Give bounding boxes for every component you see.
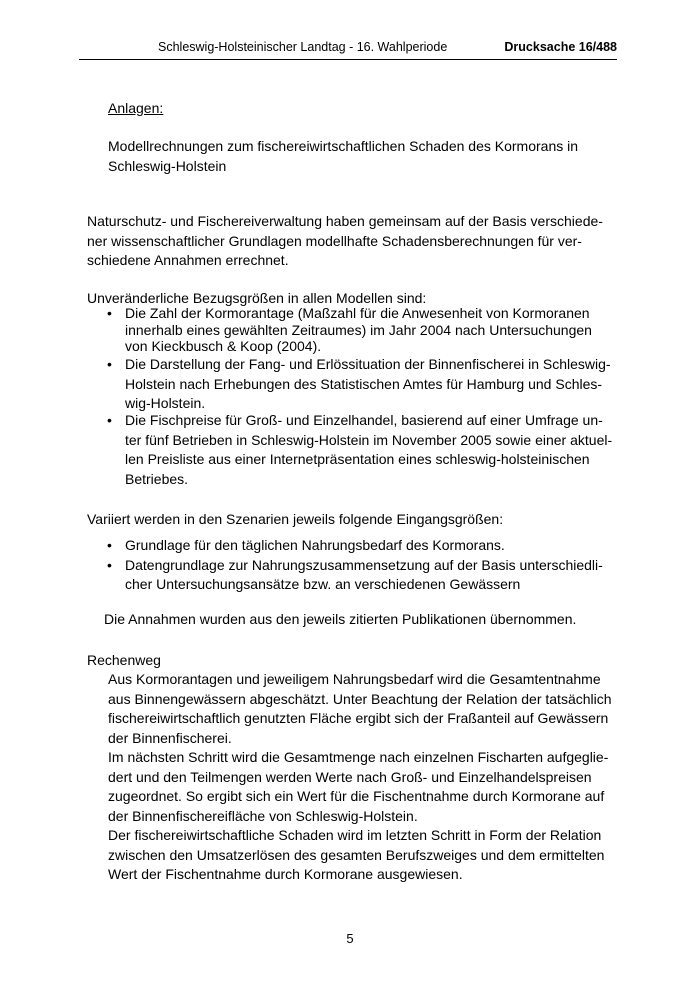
anlagen-subject	[108, 137, 578, 176]
bullet-icon: •	[107, 556, 112, 573]
rechenweg-line: zwischen den Umsatzerlösen des gesamten Berufszweiges und dem ermittelten	[108, 846, 605, 863]
page-number: 5	[346, 931, 354, 946]
list-item: • Grundlage für den täglichen Nahrungsbedarf des Kormorans.	[125, 536, 603, 556]
list-item: • Die Darstellung der Fang- und Erlössituation der Binnenfischerei in Schleswig- Holstein nach Erhebungen des Statistischen Amtes für Hamburg und Schles- wig-Holstein.	[107, 356, 611, 411]
constants-item-1	[107, 305, 592, 355]
rechenweg-line: zugeordnet. So ergibt sich ein Wert für die Fischentnahme durch Kormorane auf	[108, 788, 605, 804]
list-item: • Die Fischpreise für Groß- und Einzelhandel, basierend auf einer Umfrage un- ter fünf Betrieben in Schleswig-Holstein im November 2005 sowie einer aktuel- len Preisliste aus einer Internetpräsentation eines schleswig-holsteinischen Betriebes.	[107, 412, 613, 487]
intro-paragraph	[87, 212, 603, 271]
rechenweg-line: aus Binnengewässern abgeschätzt. Unter Beachtung der Relation der tatsächlich	[108, 690, 612, 707]
bullet-icon: •	[107, 537, 112, 553]
rechenweg-line: der Binnenfischerei.	[108, 729, 232, 746]
subject-line: Schleswig-Holstein	[108, 157, 227, 174]
list-item: • Die Zahl der Kormorantage (Maßzahl für die Anwesenheit von Kormoranen innerhalb eines gewählten Zeitraumes) im Jahr 2004 nach Untersuchungen von Kieckbusch & Koop (2004).	[107, 305, 592, 354]
anlagen-label: Anlagen:	[108, 100, 164, 116]
subject-line: Modellrechnungen zum fischereiwirtschaftlichen Schaden des Kormorans in	[108, 138, 579, 154]
bullet-icon: •	[107, 356, 112, 372]
variables-list	[107, 536, 603, 595]
intro-line: Naturschutz- und Fischereiverwaltung haben gemeinsam auf der Basis verschiede-	[87, 213, 603, 229]
intro-line: schiedene Annahmen errechnet.	[87, 252, 289, 268]
constants-heading: Unveränderliche Bezugsgrößen in allen Modellen sind:	[87, 290, 427, 306]
rechenweg-line: der Binnenfischereifläche von Schleswig-Holstein.	[108, 807, 418, 824]
document-number: Drucksache 16/488	[504, 40, 617, 54]
rechenweg-line: fischereiwirtschaftlich genutzten Fläche ergibt sich der Fraßanteil auf Gewässern	[108, 710, 609, 726]
constants-item-3	[107, 411, 613, 489]
constants-item-2	[107, 355, 611, 414]
list-item: • Datengrundlage zur Nahrungszusammensetzung auf der Basis unterschiedli- cher Untersuchungsansätze bzw. an verschiedenen Gewässern	[107, 556, 603, 592]
header-title: Schleswig-Holsteinischer Landtag - 16. Wahlperiode	[158, 40, 448, 54]
intro-line: ner wissenschaftlicher Grundlagen modellhafte Schadensberechnungen für ver-	[87, 232, 582, 249]
rechenweg-line: Wert der Fischentnahme durch Kormorane ausgewiesen.	[108, 866, 463, 882]
page-header	[79, 37, 617, 60]
rechenweg-line: Aus Kormorantagen und jeweiligem Nahrungsbedarf wird die Gesamtentnahme	[108, 671, 601, 687]
rechenweg-line: Der fischereiwirtschaftliche Schaden wird im letzten Schritt in Form der Relation	[108, 827, 602, 843]
rechenweg-heading: Rechenweg	[87, 652, 161, 668]
bullet-icon: •	[107, 412, 112, 428]
variables-heading: Variiert werden in den Szenarien jeweils folgende Eingangsgrößen:	[87, 511, 504, 527]
bullet-icon: •	[107, 305, 112, 321]
rechenweg-body	[108, 670, 612, 885]
assumptions-note: Die Annahmen wurden aus den jeweils zitierten Publikationen übernommen.	[104, 611, 577, 627]
rechenweg-line: Im nächsten Schritt wird die Gesamtmenge nach einzelnen Fischarten aufgeglie-	[108, 749, 609, 765]
rechenweg-line: dert und den Teilmengen werden Werte nach Groß- und Einzelhandelspreisen	[108, 768, 592, 785]
